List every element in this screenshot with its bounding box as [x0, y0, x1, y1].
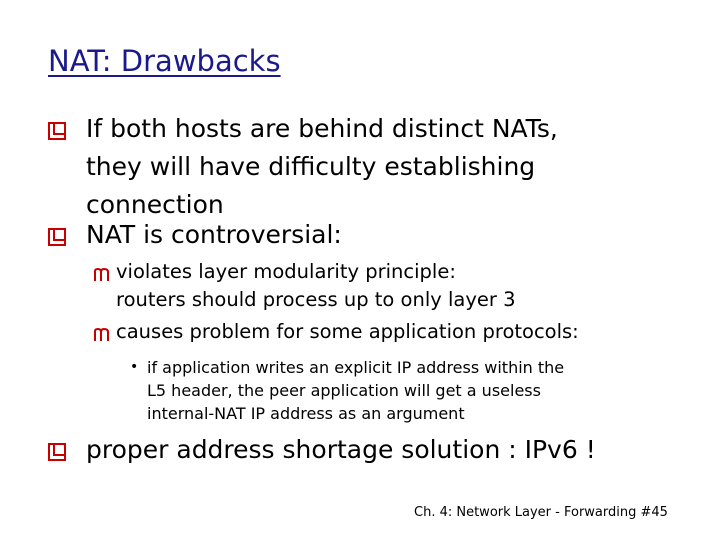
- square-bullet-icon: [48, 443, 66, 461]
- bullet-2-text: NAT is controversial:: [86, 220, 342, 249]
- sub-bullet-2-text: causes problem for some application protocols:: [116, 320, 579, 343]
- sub-bullet-1-text: violates layer modularity principle: routers should process up to only layer 3: [116, 260, 516, 311]
- square-bullet-icon: [48, 122, 66, 140]
- bullet-1: [48, 110, 558, 224]
- bullet-1-text: If both hosts are behind distinct NATs, they will have difficulty establishing connection: [86, 114, 558, 219]
- subsub-bullet-1: [130, 356, 564, 425]
- bullet-3-text: proper address shortage solution : IPv6 !: [86, 435, 596, 464]
- m-sub-bullet-icon: [94, 268, 110, 282]
- slide-title: NAT: Drawbacks: [48, 44, 281, 78]
- slide-footer: Ch. 4: Network Layer - Forwarding #45: [414, 505, 668, 520]
- dot-bullet-icon: •: [130, 359, 139, 375]
- sub-bullet-1: [94, 258, 516, 314]
- m-sub-bullet-icon: [94, 328, 110, 342]
- square-bullet-icon: [48, 228, 66, 246]
- subsub-bullet-1-text: if application writes an explicit IP address within the L5 header, the peer application will get a useless internal-NAT IP address as an argument: [147, 358, 565, 423]
- sub-bullet-2: [94, 318, 579, 346]
- bullet-2: [48, 216, 342, 254]
- bullet-3: [48, 431, 596, 469]
